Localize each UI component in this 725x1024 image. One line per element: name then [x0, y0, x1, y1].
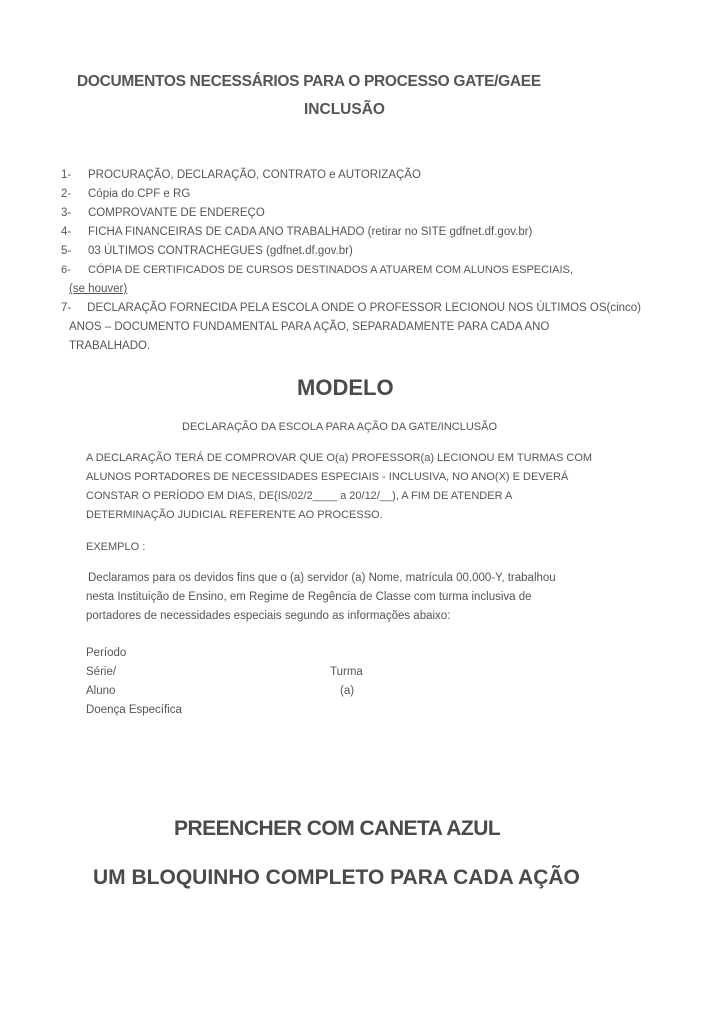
- instruction-line: CONSTAR O PERÍODO EM DIAS, DE{IS/02/2____ a 20/12/__), A FIM DE ATENDER A: [86, 490, 513, 502]
- example-line: nesta Instituição de Ensino, em Regime de Regência de Classe com turma inclusiva de: [86, 591, 532, 603]
- footer-line-1: PREENCHER COM CANETA AZUL: [174, 817, 501, 840]
- field-doenca: Doença Específica: [86, 704, 182, 716]
- footer-line-2: UM BLOQUINHO COMPLETO PARA CADA AÇÃO: [93, 866, 580, 889]
- field-turma: Turma: [330, 666, 363, 678]
- list-item-text: COMPROVANTE DE ENDEREÇO: [88, 207, 265, 219]
- list-item-text: CÓPIA DE CERTIFICADOS DE CURSOS DESTINADOS A ATUAREM COM ALUNOS ESPECIAIS,: [88, 264, 573, 276]
- example-label: EXEMPLO :: [86, 541, 146, 553]
- list-item-number: 6-: [61, 264, 71, 276]
- list-item: [61, 264, 621, 276]
- modelo-subtitle: DECLARAÇÃO DA ESCOLA PARA AÇÃO DA GATE/INCLUSÃO: [182, 421, 498, 433]
- list-item: [61, 302, 641, 314]
- list-item-continuation: ANOS – DOCUMENTO FUNDAMENTAL PARA AÇÃO, SEPARADAMENTE PARA CADA ANO: [69, 321, 550, 333]
- list-item-text: 03 ÚLTIMOS CONTRACHEGUES (gdfnet.df.gov.br): [88, 245, 353, 257]
- list-item-number: 5-: [61, 245, 72, 257]
- list-item-number: 4-: [61, 226, 72, 238]
- list-item: [61, 226, 532, 238]
- page-subtitle: INCLUSÃO: [304, 101, 385, 118]
- field-serie: Série/: [86, 666, 117, 678]
- list-item-text: PROCURAÇÃO, DECLARAÇÃO, CONTRATO e AUTORIZAÇÃO: [88, 169, 421, 181]
- field-periodo: Período: [86, 647, 127, 659]
- field-aluno: Aluno: [86, 685, 116, 697]
- list-item: [61, 207, 265, 219]
- list-item-number: 2-: [61, 188, 72, 200]
- modelo-title: MODELO: [297, 375, 394, 400]
- list-item: [61, 188, 190, 200]
- list-item-continuation: TRABALHADO.: [69, 340, 151, 352]
- instruction-line: ALUNOS PORTADORES DE NECESSIDADES ESPECIAIS - INCLUSIVA, NO ANO(X) E DEVERÁ: [86, 471, 569, 483]
- list-item-number: 7-: [61, 302, 72, 314]
- list-item-text: DECLARAÇÃO FORNECIDA PELA ESCOLA ONDE O PROFESSOR LECIONOU NOS ÚLTIMOS OS(cinco): [87, 302, 641, 314]
- instruction-line: A DECLARAÇÃO TERÁ DE COMPROVAR QUE O(a) PROFESSOR(a) LECIONOU EM TURMAS COM: [86, 452, 593, 464]
- list-item-text: Cópia do CPF e RG: [88, 188, 191, 200]
- page-title: DOCUMENTOS NECESSÁRIOS PARA O PROCESSO GATE/GAEE: [77, 73, 541, 90]
- field-aluno-a: (a): [340, 685, 355, 697]
- list-item-number: 3-: [61, 207, 72, 219]
- list-item-text: FICHA FINANCEIRAS DE CADA ANO TRABALHADO (retirar no SITE gdfnet.df.gov.br): [88, 226, 533, 238]
- example-line: portadores de necessidades especiais segundo as informações abaixo:: [86, 610, 451, 622]
- instruction-line: DETERMINAÇÃO JUDICIAL REFERENTE AO PROCESSO.: [86, 509, 383, 521]
- example-line: Declaramos para os devidos fins que o (a) servidor (a) Nome, matrícula 00.000-Y, trabalhou: [88, 572, 556, 584]
- list-item: [61, 169, 421, 181]
- list-item-note: (se houver): [69, 283, 128, 295]
- list-item: [61, 245, 353, 257]
- list-item-number: 1-: [61, 169, 72, 181]
